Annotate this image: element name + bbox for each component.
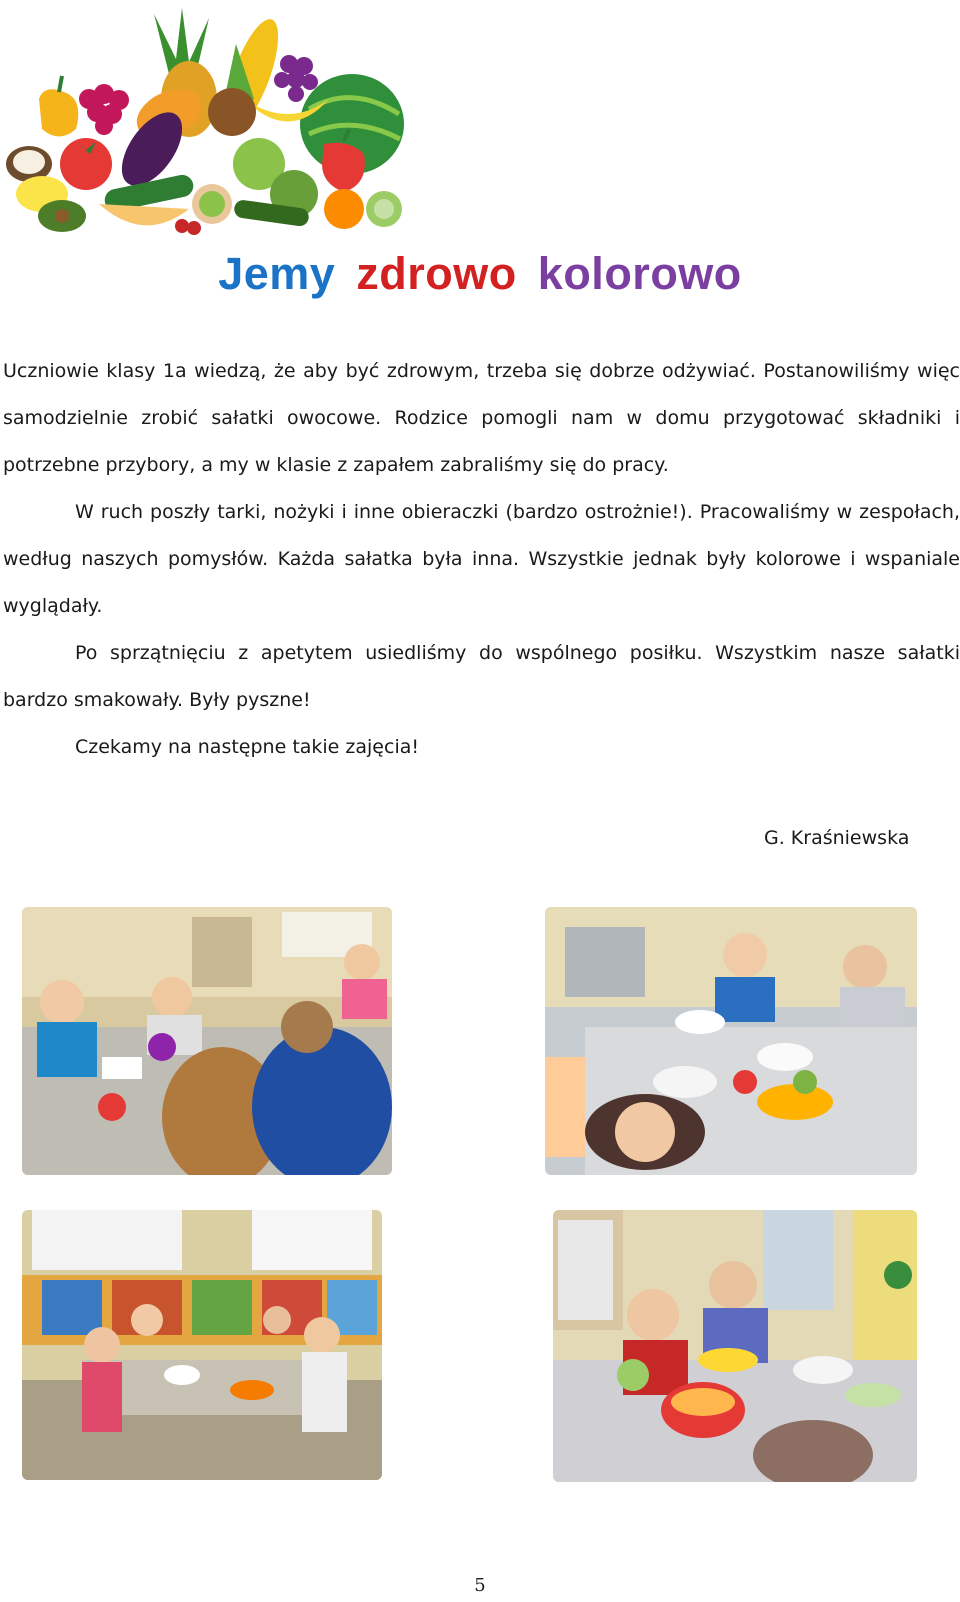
photo-children-at-table bbox=[545, 907, 917, 1175]
title-word-kolorowo: kolorowo bbox=[537, 248, 742, 299]
article-body bbox=[3, 348, 960, 771]
photo-children-in-classroom bbox=[22, 1210, 382, 1480]
photo-children-preparing-salads bbox=[22, 907, 392, 1175]
title-word-jemy: Jemy bbox=[218, 248, 336, 299]
paragraph-4: Czekamy na następne takie zajęcia! bbox=[75, 736, 419, 758]
author-signature: G. Kraśniewska bbox=[764, 827, 910, 849]
paragraph-3: Po sprzątnięciu z apetytem usiedliśmy do wspólnego posiłku. Wszystkim nasze sałatki bardzo smakowały. Były pyszne! bbox=[3, 642, 960, 711]
title-word-zdrowo: zdrowo bbox=[356, 248, 517, 299]
paragraph-1: Uczniowie klasy 1a wiedzą, że aby być zdrowym, trzeba się dobrze odżywiać. Postanowiliśmy więc samodzielnie zrobić sałatki owocowe. Rodzice pomogli nam w domu przygotować składniki i potrzebne przybory, a my w klasie z zapałem zabraliśmy się do pracy. bbox=[3, 360, 960, 476]
paragraph-2: W ruch poszły tarki, nożyki i inne obieraczki (bardzo ostrożnie!). Pracowaliśmy w zespołach, według naszych pomysłów. Każda sałatka była inna. Wszystkie jednak były kolorowe i wspaniale wyglądały. bbox=[3, 501, 960, 617]
page-title bbox=[0, 248, 960, 300]
page-number: 5 bbox=[474, 1575, 486, 1596]
fruits-vegetables-illustration bbox=[4, 4, 408, 236]
photo-boys-making-salad bbox=[553, 1210, 917, 1482]
